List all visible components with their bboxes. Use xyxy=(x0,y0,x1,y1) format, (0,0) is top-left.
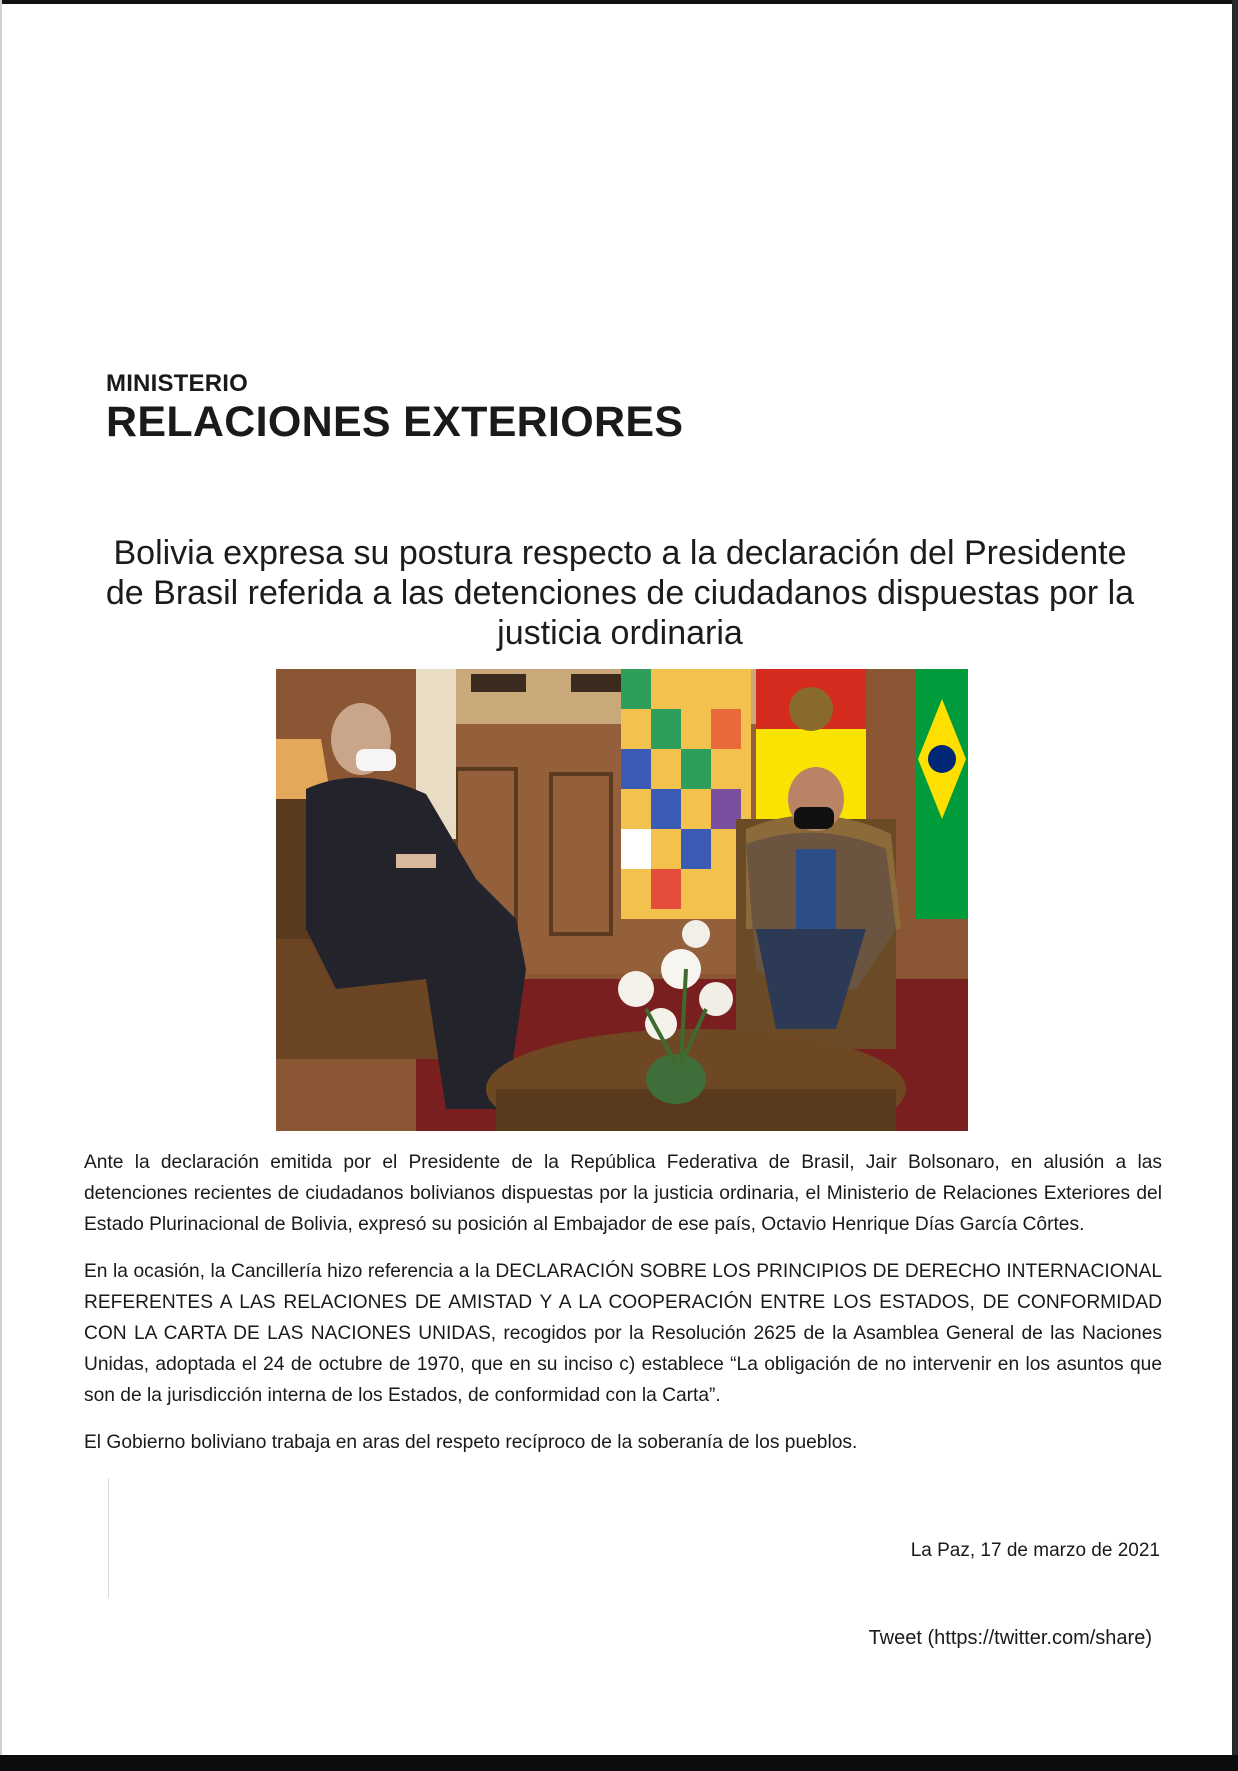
tweet-link[interactable]: Tweet (https://twitter.com/share) xyxy=(868,1627,1152,1649)
ministry-label: MINISTERIO xyxy=(106,370,249,397)
paragraph-2: En la ocasión, la Cancillería hizo referencia a la DECLARACIÓN SOBRE LOS PRINCIPIOS DE DERECHO INTERNACIONAL REFERENTES A LAS RELACIONES DE AMISTAD Y A LA COOPERACIÓN ENTRE LOS ESTADOS, DE CONFORMIDAD CON LA CARTA DE LAS NACIONES UNIDAS, recogidos por la Resolución 2625 de la Asamblea General de las Naciones Unidas, adoptada el 24 de octubre de 1970, que en su inciso c) establece “La obligación de no intervenir en los asuntos que son de la jurisdicción interna de los Estados, de conformidad con la Carta”. xyxy=(84,1261,1162,1406)
article-body xyxy=(84,1147,1162,1474)
scan-border-bottom xyxy=(0,1755,1238,1771)
meeting-photo-icon xyxy=(276,669,968,1131)
meeting-photo xyxy=(276,669,968,1131)
scan-border-right xyxy=(1232,0,1238,1771)
ministry-name: RELACIONES EXTERIORES xyxy=(106,398,684,446)
scan-border-top xyxy=(0,0,1238,4)
scan-border-left xyxy=(0,0,2,1771)
scan-line-artifact xyxy=(108,1478,109,1598)
paragraph-1: Ante la declaración emitida por el Presidente de la República Federativa de Brasil, Jair Bolsonaro, en alusión a las detenciones recientes de ciudadanos bolivianos dispuestas por la justicia ordinaria, el Ministerio de Relaciones Exteriores del Estado Plurinacional de Bolivia, expresó su posición al Embajador de ese país, Octavio Henrique Días García Côrtes. xyxy=(84,1152,1162,1235)
paragraph-3: El Gobierno boliviano trabaja en aras del respeto recíproco de la soberanía de los pueblos. xyxy=(84,1432,858,1453)
page-title: Bolivia expresa su postura respecto a la declaración del Presidente de Brasil referida a las detenciones de ciudadanos dispuestas por la justicia ordinaria xyxy=(105,534,1135,652)
dateline: La Paz, 17 de marzo de 2021 xyxy=(910,1540,1160,1561)
ministry-header xyxy=(106,370,683,446)
